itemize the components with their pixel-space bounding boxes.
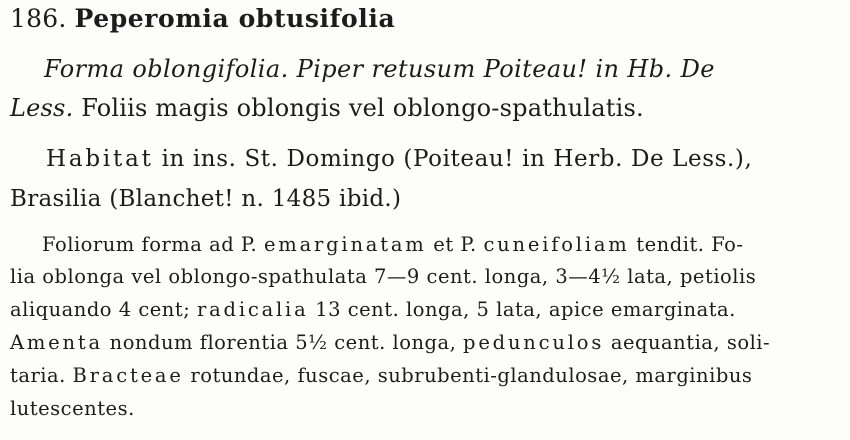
forma-line-1: Forma oblongifolia. Piper retusum Poiteau! in Hb. De [44,55,715,83]
habitat-line-1-text: in ins. St. Domingo (Poiteau! in Herb. De Less.), [153,146,753,172]
habitat-label: Habitat [46,146,154,172]
desc-1c: et P. [426,233,484,256]
desc-1b: emarginatam [263,233,427,256]
desc-5a: taria. [10,364,73,387]
desc-3a: aliquando 4 cent; [10,298,197,321]
habitat-line-1 [46,146,752,172]
description-line-3 [10,298,736,321]
desc-1d: cuneifoliam [483,233,630,256]
entry-number: 186. [10,4,67,33]
desc-5c: rotundae, fuscae, subrubenti-glandulosae, marginibus [183,364,753,387]
description-line-5 [10,364,752,387]
desc-1e: tendit. Fo- [629,233,744,256]
forma-line-2-italic: Less. [10,94,74,122]
desc-4a: Amenta [10,331,103,354]
desc-3b: radicalia [196,298,309,321]
entry-heading [10,4,395,33]
desc-5b: Bracteae [72,364,184,387]
species-name: Peperomia obtusifolia [74,4,396,33]
desc-1a: Foliorum forma ad P. [42,233,264,256]
forma-line-2-text: Foliis magis oblongis vel oblongo-spathulatis. [73,94,644,122]
description-line-4 [10,331,770,354]
desc-4d: aequantia, soli- [604,331,771,354]
desc-4c: pedunculos [463,331,605,354]
description-line-1 [42,233,744,256]
forma-line-2 [10,94,644,122]
desc-4b: nondum florentia 5½ cent. longa, [102,331,464,354]
desc-3c: 13 cent. longa, 5 lata, apice emarginata. [308,298,736,321]
description-line-2: lia oblonga vel oblongo-spathulata 7—9 cent. longa, 3—4½ lata, petiolis [10,265,757,288]
description-line-6: lutescentes. [10,397,135,420]
habitat-line-2: Brasilia (Blanchet! n. 1485 ibid.) [10,186,402,212]
